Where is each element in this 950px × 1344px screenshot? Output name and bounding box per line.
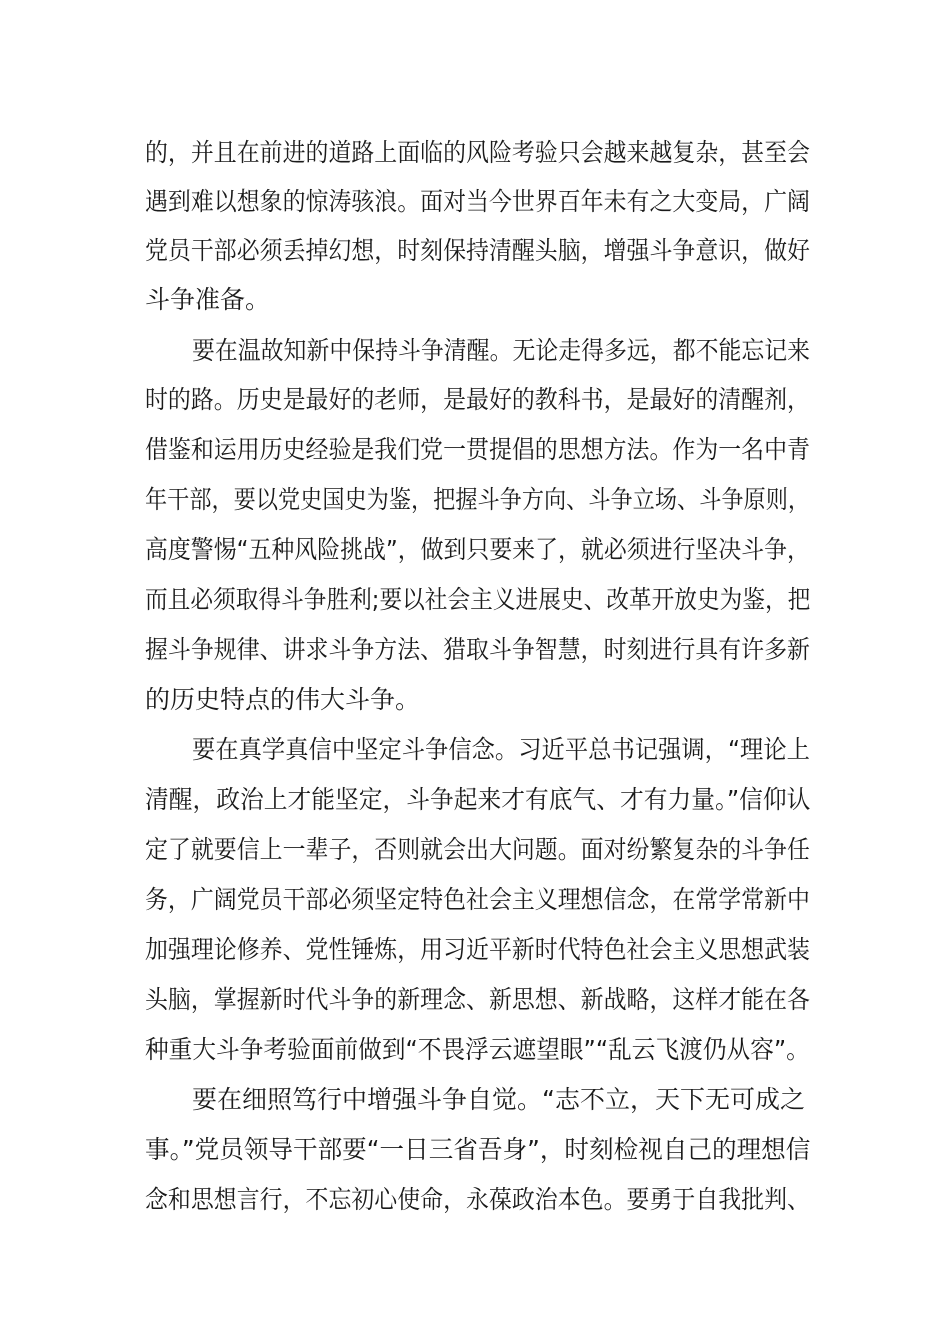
text-line: 党员干部必须丢掉幻想，时刻保持清醒头脑，增强斗争意识，做好 <box>145 236 810 265</box>
text-line: 念和思想言行，不忘初心使命，永葆政治本色。要勇于自我批判、 <box>145 1185 810 1214</box>
text-line: 而且必须取得斗争胜利;要以社会主义进展史、改革开放史为鉴，把 <box>145 585 811 614</box>
text-line: 高度警惕“五种风险挑战”，做到只要来了，就必须进行坚决斗争， <box>145 535 810 564</box>
text-line: 定了就要信上一辈子，否则就会出大问题。面对纷繁复杂的斗争任 <box>145 835 810 864</box>
paragraph-first-line: 要在真学真信中坚定斗争信念。习近平总书记强调，“理论上 <box>192 735 810 764</box>
text-line: 斗争准备。 <box>145 285 271 314</box>
text-line: 头脑，掌握新时代斗争的新理念、新思想、新战略，这样才能在各 <box>145 985 810 1014</box>
text-line: 加强理论修养、党性锤炼，用习近平新时代特色社会主义思想武装 <box>145 935 810 964</box>
text-line: 事。”党员领导干部要“一日三省吾身”，时刻检视自己的理想信 <box>145 1135 811 1164</box>
text-line: 务，广阔党员干部必须坚定特色社会主义理想信念，在常学常新中 <box>145 885 810 914</box>
text-line: 年干部，要以党史国史为鉴，把握斗争方向、斗争立场、斗争原则， <box>145 485 811 514</box>
text-line: 遇到难以想象的惊涛骇浪。面对当今世界百年未有之大变局，广阔 <box>145 187 810 216</box>
text-line: 种重大斗争考验面前做到“不畏浮云遮望眼”“乱云飞渡仍从容”。 <box>145 1035 810 1064</box>
text-line: 的，并且在前进的道路上面临的风险考验只会越来越复杂，甚至会 <box>145 138 810 167</box>
paragraph-first-line: 要在细照笃行中增强斗争自觉。“志不立，天下无可成之 <box>192 1085 805 1114</box>
text-line: 借鉴和运用历史经验是我们党一贯提倡的思想方法。作为一名中青 <box>145 435 810 464</box>
text-line: 清醒，政治上才能坚定，斗争起来才有底气、才有力量。”信仰认 <box>145 785 811 814</box>
paragraph-first-line: 要在温故知新中保持斗争清醒。无论走得多远，都不能忘记来 <box>192 336 811 365</box>
text-line: 时的路。历史是最好的老师，是最好的教科书，是最好的清醒剂， <box>145 385 810 414</box>
text-line: 握斗争规律、讲求斗争方法、猎取斗争智慧，时刻进行具有许多新 <box>145 635 810 664</box>
text-line: 的历史特点的伟大斗争。 <box>145 685 421 714</box>
